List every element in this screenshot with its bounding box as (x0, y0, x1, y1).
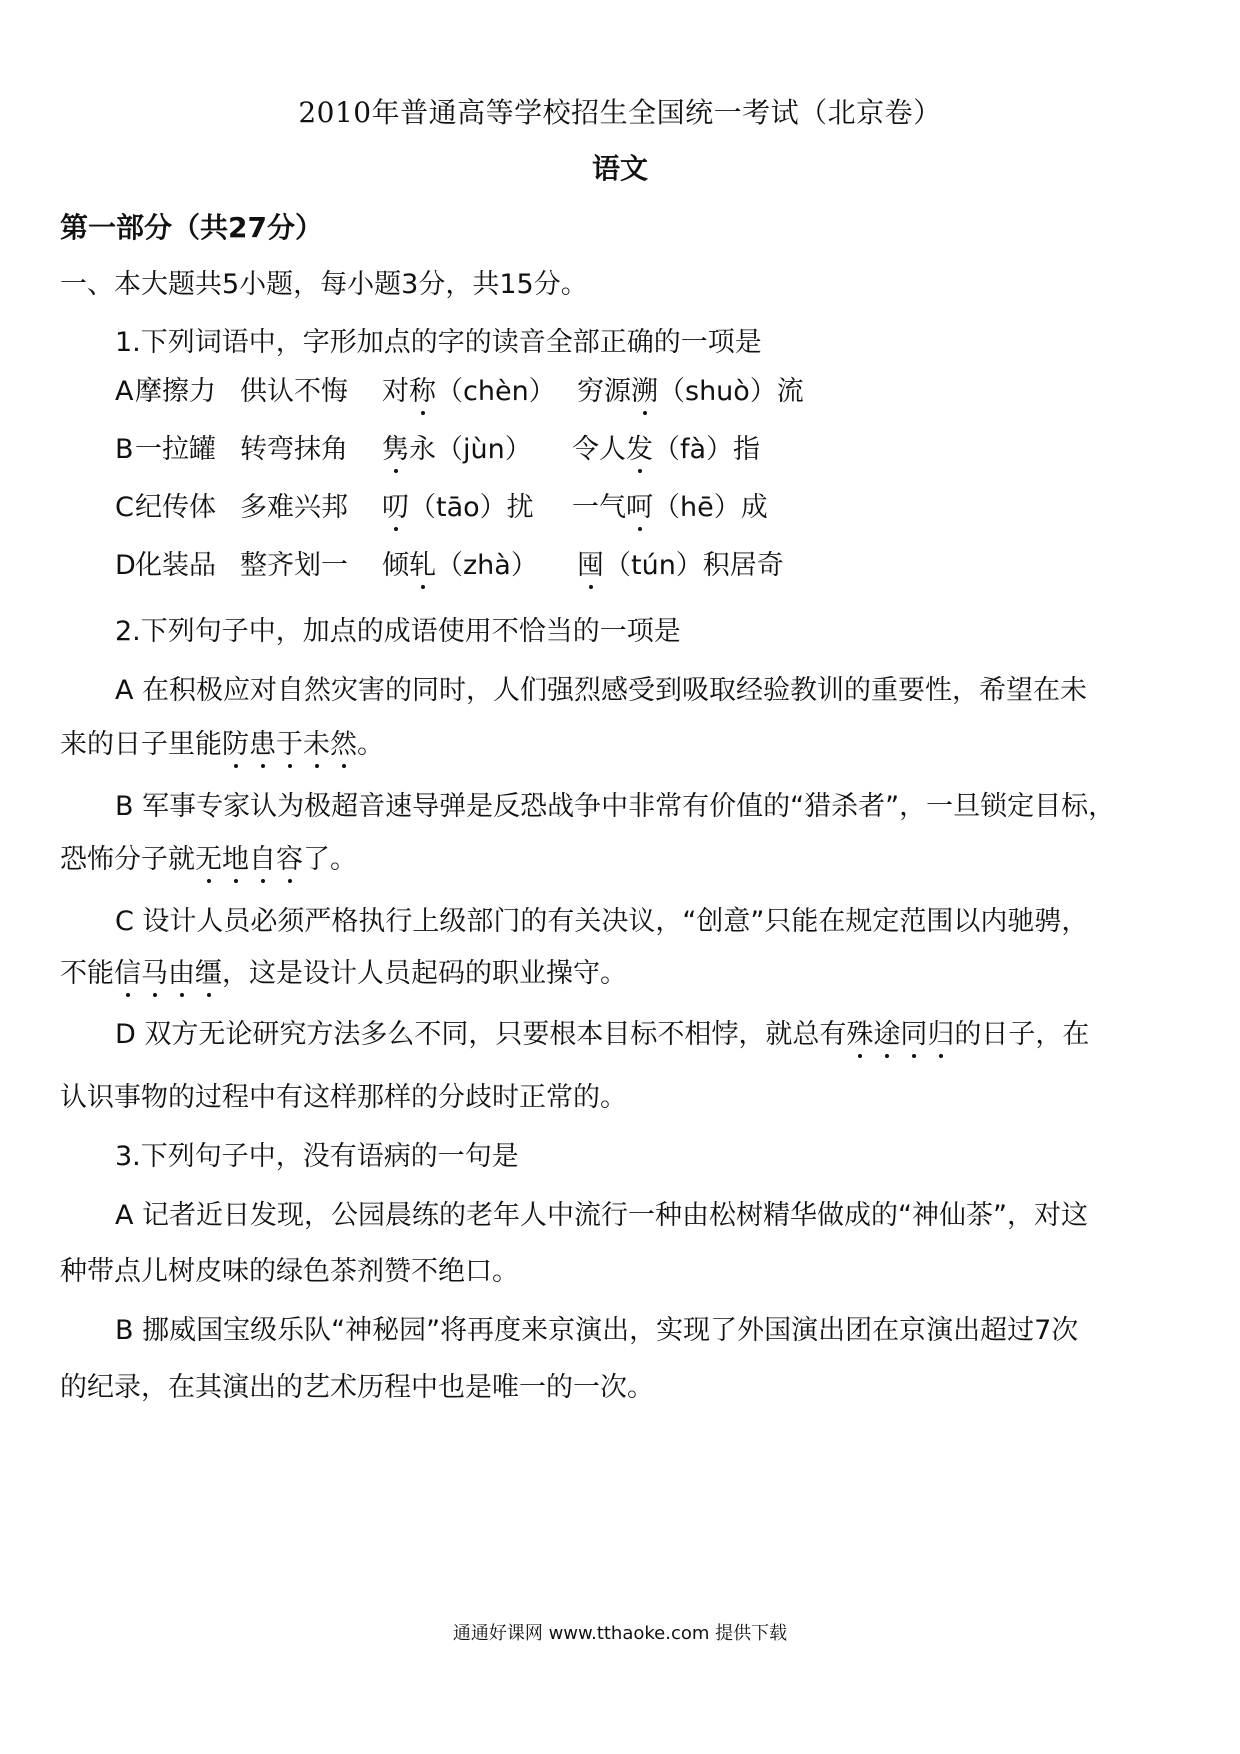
page-footer: 通通好课网 www.tthaoke.com 提供下载 (452, 1623, 788, 1644)
option-letter: A (115, 376, 134, 407)
option-word-4: 令人发（fà）指 (572, 434, 761, 465)
option-letter: D (115, 550, 136, 581)
question-2-option-c-line-1: C 设计人员必须严格执行上级部门的有关决议，“创意”只能在规定范围以内驰骋， (115, 906, 1089, 937)
option-word-1: 纪传体 (135, 492, 216, 523)
part-heading: 第一部分（共27分） (60, 211, 323, 244)
option-word-4: 穷源溯（shuò）流 (577, 376, 804, 407)
question-2-option-a-line-1: A 在积极应对自然灾害的同时，人们强烈感受到吸取经验教训的重要性，希望在未 (115, 675, 1088, 706)
option-word-3: 倾轧（zhà） (382, 550, 538, 581)
question-3-option-a-line-2: 种带点儿树皮味的绿色茶剂赞不绝口。 (60, 1256, 519, 1287)
question-3-stem: 3.下列句子中，没有语病的一句是 (115, 1141, 519, 1172)
question-3-option-b-line-1: B 挪威国宝级乐队“神秘园”将再度来京演出，实现了外国演出团在京演出超过7次 (115, 1315, 1079, 1346)
question-1-stem: 1.下列词语中，字形加点的字的读音全部正确的一项是 (115, 327, 762, 358)
option-word-3: 对称（chèn） (382, 376, 556, 407)
option-word-4: 囤（tún）积居奇 (577, 550, 784, 581)
option-word-4: 一气呵（hē）成 (572, 492, 768, 523)
option-word-2: 转弯抹角 (240, 434, 348, 465)
option-letter: B (115, 434, 134, 465)
option-letter: C (115, 492, 134, 523)
subject-title: 语文 (591, 152, 648, 185)
question-2-option-a-line-2: 来的日子里能防患于未然。 (60, 729, 384, 760)
question-2-option-b-line-2: 恐怖分子就无地自容了。 (60, 844, 357, 875)
question-2-option-d-line-2: 认识事物的过程中有这样那样的分歧时正常的。 (60, 1082, 627, 1113)
question-2-option-c-line-2: 不能信马由缰，这是设计人员起码的职业操守。 (60, 958, 627, 989)
question-3-option-b-line-2: 的纪录，在其演出的艺术历程中也是唯一的一次。 (60, 1372, 654, 1403)
option-word-2: 整齐划一 (240, 550, 348, 581)
option-word-1: 摩擦力 (135, 376, 216, 407)
question-3-option-a-line-1: A 记者近日发现，公园晨练的老年人中流行一种由松树精华做成的“神仙茶”，对这 (115, 1200, 1089, 1231)
section-heading: 一、本大题共5小题，每小题3分，共15分。 (60, 269, 588, 300)
question-2-option-d-line-1: D 双方无论研究方法多么不同，只要根本目标不相悖，就总有殊途同归的日子，在 (115, 1019, 1090, 1050)
option-word-3: 叨（tāo）扰 (382, 492, 534, 523)
option-word-1: 化装品 (135, 550, 216, 581)
option-word-2: 供认不悔 (240, 376, 348, 407)
option-word-3: 隽永（jùn） (382, 434, 532, 465)
question-2-stem: 2.下列句子中，加点的成语使用不恰当的一项是 (115, 616, 681, 647)
exam-title: 2010年普通高等学校招生全国统一考试（北京卷） (298, 96, 942, 129)
option-word-2: 多难兴邦 (240, 492, 348, 523)
question-2-option-b-line-1: B 军事专家认为极超音速导弹是反恐战争中非常有价值的“猎杀者”，一旦锁定目标， (115, 791, 1116, 822)
option-word-1: 一拉罐 (135, 434, 216, 465)
